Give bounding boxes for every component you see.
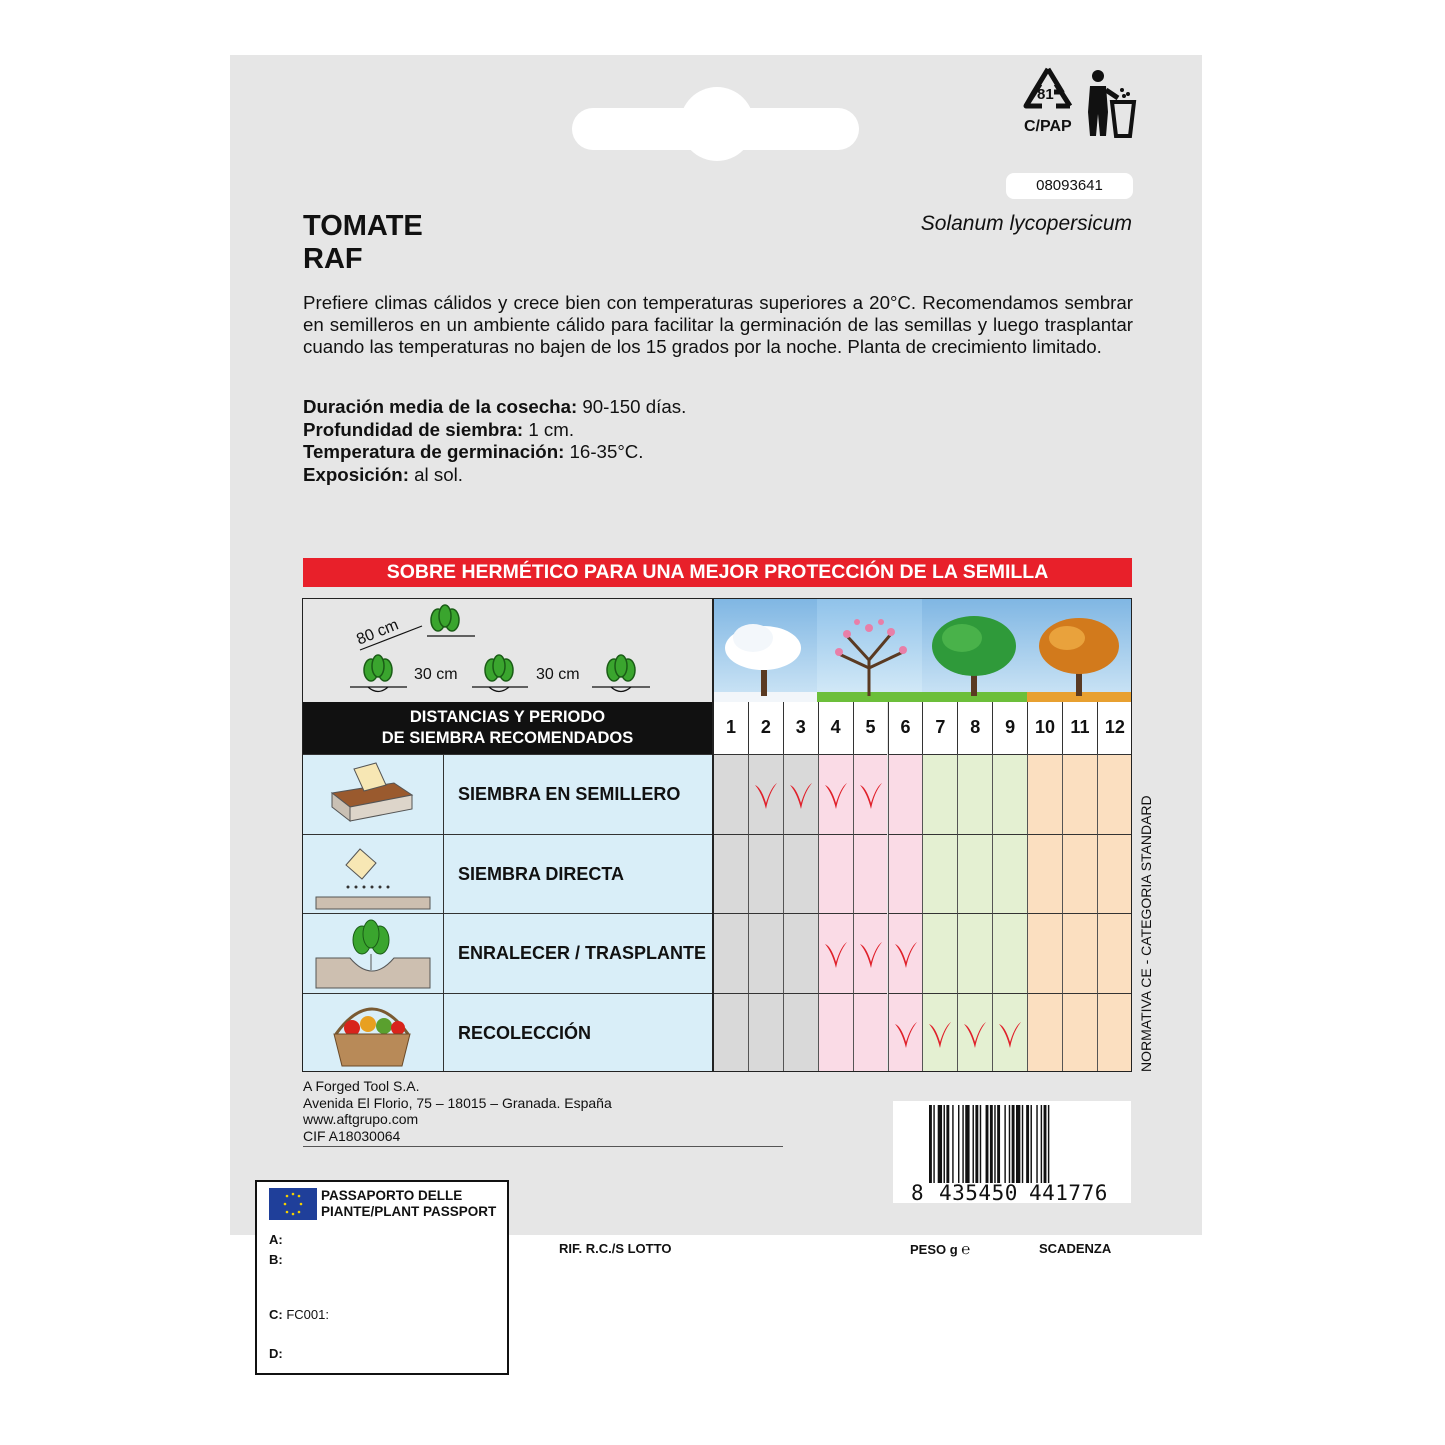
month-cell [748,993,783,1073]
fact-item: Duración media de la cosecha: 90-150 días. [303,396,687,417]
passport-b: B: [269,1252,283,1267]
barcode-bar [1041,1105,1042,1183]
month-header: 3 [783,702,818,754]
passport-d: D: [269,1346,283,1361]
regulation-note: NORMATIVA CE - CATEGORIA STANDARD [1138,795,1154,1072]
month-cell [888,834,923,914]
month-header: 12 [1097,702,1132,754]
month-cell [1097,993,1132,1073]
month-cell [713,754,748,834]
check-mark [749,777,783,811]
barcode-digits: 441776 [1029,1181,1108,1205]
barcode-bar [938,1105,942,1183]
month-cell [1027,834,1062,914]
harvest-basket-icon [302,993,444,1073]
month-cell [1062,993,1097,1073]
month-cell [783,913,818,993]
month-cell [818,913,853,993]
month-cell [1027,913,1062,993]
month-cell [992,754,1027,834]
barcode-bar [990,1105,993,1183]
check-mark [819,936,853,970]
barcode-bar [962,1105,963,1183]
month-cell [1062,754,1097,834]
calendar-header: DISTANCIAS Y PERIODO DE SIEMBRA RECOMENDADOS [302,702,713,754]
tidyman-icon [1084,68,1138,143]
month-header: 6 [888,702,923,754]
product-code: 08093641 [1006,173,1133,199]
barcode-bar [980,1105,981,1183]
autumn-tree-image [1027,598,1132,702]
month-header: 5 [853,702,888,754]
expiry-label: SCADENZA [1039,1241,1112,1256]
check-mark [854,936,888,970]
seedbed-tray-icon [302,754,444,834]
lot-label: RIF. R.C./S LOTTO [559,1241,672,1256]
barcode-bars [929,1105,1109,1183]
weight-label: PESO g ℮ [910,1241,971,1258]
passport-c: C: FC001: [269,1307,329,1322]
barcode [893,1101,1131,1203]
activity-label: SIEMBRA EN SEMILLERO [444,754,713,834]
month-cell [957,993,992,1073]
activity-label: SIEMBRA DIRECTA [444,834,713,914]
month-cell [853,993,888,1073]
spacing-diagram [302,598,713,702]
barcode-bar [1022,1105,1023,1183]
title-line1: TOMATE [303,210,423,242]
month-cell [853,754,888,834]
barcode-digits: 435450 [939,1181,1018,1205]
month-cell [957,913,992,993]
passport-a: A: [269,1232,283,1247]
barcode-bar [944,1105,945,1183]
month-cell [818,834,853,914]
company-web: www.aftgrupo.com [303,1111,419,1127]
month-cell [853,913,888,993]
month-cell [818,993,853,1073]
recycle-material: C/PAP [1024,118,1072,135]
barcode-bar [997,1105,1000,1183]
plant-spacing-label: 30 cm [536,666,580,683]
plant-spacing-label: 30 cm [414,666,458,683]
barcode-bar [929,1105,932,1183]
activity-label: ENRALECER / TRASPLANTE [444,913,713,993]
month-cell [922,913,957,993]
check-mark [889,936,923,970]
month-cell [853,834,888,914]
barcode-bar [952,1105,953,1183]
month-cell [783,993,818,1073]
month-header: 8 [957,702,992,754]
barcode-bar [946,1105,949,1183]
winter-tree-image [713,598,817,702]
month-cell [783,754,818,834]
check-mark [854,777,888,811]
month-cell [992,913,1027,993]
month-cell [888,993,923,1073]
barcode-bar [1009,1105,1010,1183]
page-title [303,210,423,276]
month-cell [1027,754,1062,834]
barcode-bar [1048,1105,1049,1183]
summer-tree-image [922,598,1027,702]
row-spacing-label: 80 cm [354,616,401,649]
barcode-bar [1016,1105,1020,1183]
title-line2: RAF [303,243,363,275]
check-mark [993,1016,1027,1050]
month-cell [818,754,853,834]
company-street: Avenida El Florio, 75 – 18015 – Granada. España [303,1094,612,1111]
barcode-bar [1044,1105,1047,1183]
barcode-bar [994,1105,995,1183]
barcode-bar [965,1105,969,1183]
company-address [303,1078,612,1144]
month-cell [1027,993,1062,1073]
month-cell [1062,913,1097,993]
barcode-bar [958,1105,959,1183]
month-header: 11 [1062,702,1097,754]
month-cell [748,754,783,834]
month-header: 7 [922,702,957,754]
barcode-bar [1026,1105,1029,1183]
month-cell [922,993,957,1073]
barcode-bar [1031,1105,1032,1183]
barcode-bar [973,1105,974,1183]
plant-passport [255,1180,509,1375]
passport-title: PASSAPORTO DELLE PIANTE/PLANT PASSPORT [321,1188,497,1219]
month-header: 9 [992,702,1027,754]
fact-item: Temperatura de germinación: 16-35°C. [303,441,644,462]
barcode-digit: 8 [911,1181,924,1205]
check-mark [784,777,818,811]
month-cell [748,834,783,914]
barcode-bar [986,1105,989,1183]
scientific-name: Solanum lycopersicum [920,212,1132,235]
fact-item: Profundidad de siembra: 1 cm. [303,418,575,440]
barcode-bar [1036,1105,1037,1183]
month-header: 10 [1027,702,1062,754]
month-cell [1097,913,1132,993]
transplant-icon [302,913,444,993]
description: Prefiere climas cálidos y crece bien con temperaturas superiores a 20°C. Recomendamos sembrar en semilleros en un ambiente cálido para facilitar la germinación de las semillas y luego trasplantar cuando las temperaturas no bajen de los 15 grados por la noche. Planta de crecimiento limitado. [303,292,1133,357]
month-cell [1097,754,1132,834]
sowing-calendar [302,598,1132,1072]
month-cell [1097,834,1132,914]
spring-tree-image [817,598,922,702]
recycle-icon [1018,66,1078,138]
company-name: A Forged Tool S.A. [303,1078,420,1094]
month-cell [783,834,818,914]
check-mark [958,1016,992,1050]
barcode-bar [1012,1105,1015,1183]
divider [303,1146,783,1147]
activity-label: RECOLECCIÓN [444,993,713,1073]
month-cell [922,834,957,914]
check-mark [889,1016,923,1050]
fact-item: Exposición: al sol. [303,463,463,485]
month-cell [888,754,923,834]
direct-sowing-icon [302,834,444,914]
month-cell [957,754,992,834]
barcode-bar [1004,1105,1005,1183]
month-cell [713,913,748,993]
hang-hole [680,87,754,161]
check-mark [923,1016,957,1050]
month-cell [957,834,992,914]
month-header: 4 [818,702,853,754]
month-cell [748,913,783,993]
recycle-number: 81 [1037,86,1054,103]
month-header: 1 [713,702,748,754]
company-cif: CIF A18030064 [303,1127,401,1144]
check-mark [819,777,853,811]
month-header: 2 [748,702,783,754]
month-cell [713,993,748,1073]
eu-flag-icon [269,1188,317,1220]
month-cell [922,754,957,834]
month-cell [888,913,923,993]
hermetic-banner: SOBRE HERMÉTICO PARA UNA MEJOR PROTECCIÓN DE LA SEMILLA [303,558,1132,587]
barcode-bar [933,1105,934,1183]
divider [712,598,714,1072]
month-cell [992,993,1027,1073]
month-cell [1062,834,1097,914]
facts-list [303,396,686,486]
month-cell [713,834,748,914]
barcode-bar [975,1105,978,1183]
month-cell [992,834,1027,914]
